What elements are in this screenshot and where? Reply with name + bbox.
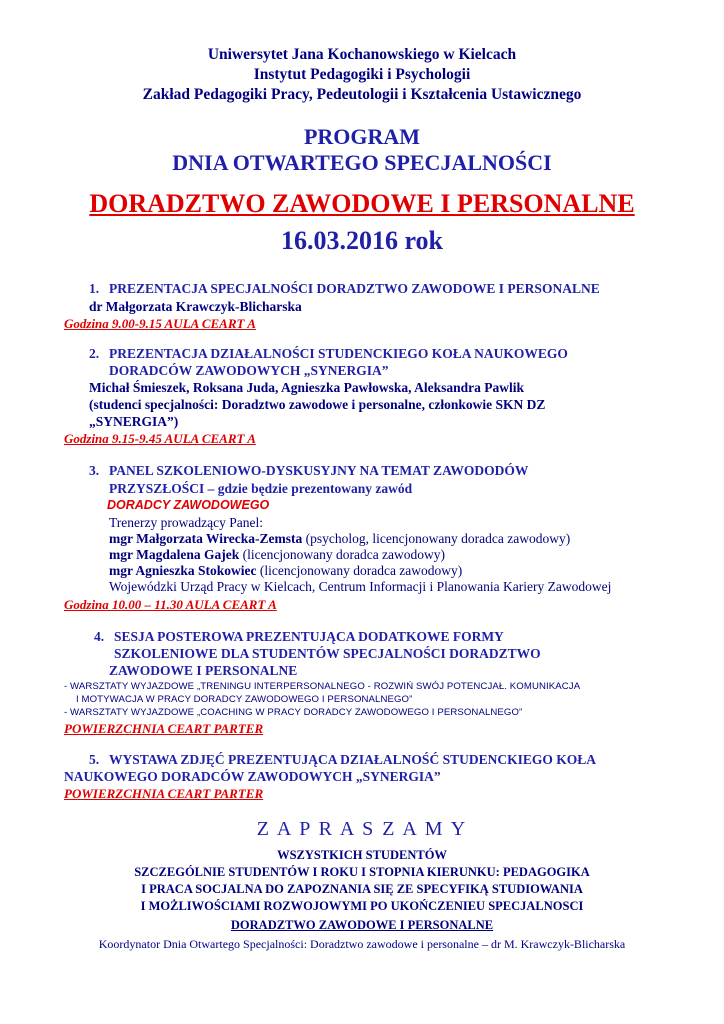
item-5-place: POWIERZCHNIA CEART PARTER: [64, 786, 264, 801]
item-3-title-line1: PANEL SZKOLENIOWO-DYSKUSYJNY NA TEMAT ZAWODODÓW: [109, 463, 529, 478]
item-3-profession: DORADCY ZAWODOWEGO: [107, 498, 270, 512]
item-3-number: 3.: [89, 463, 100, 478]
item-4-place: POWIERZCHNIA CEART PARTER: [64, 721, 264, 736]
workshop-2: - WARSZTATY WYJAZDOWE „COACHING W PRACY DORADCY ZAWODOWEGO I PERSONALNEGO”: [64, 707, 523, 718]
invite-line-5: DORADZTWO ZAWODOWE I PERSONALNE: [230, 918, 494, 932]
item-3-trainers-label: Trenerzy prowadzący Panel:: [109, 515, 263, 530]
invite-word: Z A P R A S Z A M Y: [256, 818, 468, 840]
trainer-row-3: [109, 563, 462, 579]
item-2-people-line3: „SYNERGIA”): [89, 414, 179, 429]
trainer-name: mgr Małgorzata Wirecka-Zemsta: [109, 531, 303, 546]
item-1-title: PREZENTACJA SPECJALNOŚCI DORADZTWO ZAWODOWE I PERSONALNE: [109, 281, 600, 296]
item-4-title-line1: SESJA POSTEROWA PREZENTUJĄCA DODATKOWE FORMY: [114, 629, 504, 644]
trainer-row-1: [109, 531, 570, 547]
specialty-heading: DORADZTWO ZAWODOWE I PERSONALNE: [89, 189, 635, 218]
item-2-people-line1: Michał Śmieszek, Roksana Juda, Agnieszka Pawłowska, Aleksandra Pawlik: [89, 380, 525, 395]
item-3-institution: Wojewódzki Urząd Pracy w Kielcach, Centrum Informacji i Planowania Kariery Zawodowej: [109, 579, 612, 594]
item-4-number: 4.: [94, 629, 105, 644]
item-2-title-line1: PREZENTACJA DZIAŁALNOŚCI STUDENCKIEGO KOŁA NAUKOWEGO: [109, 346, 568, 361]
item-2-title-line2: DORADCÓW ZAWODOWYCH „SYNERGIA”: [109, 363, 389, 378]
invite-line-1: WSZYSTKICH STUDENTÓW: [277, 848, 447, 862]
event-date: 16.03.2016 rok: [280, 226, 444, 255]
workshop-1-line2: I MOTYWACJA W PRACY DORADCY ZAWODOWEGO I PERSONALNEGO”: [76, 694, 413, 705]
item-5-title-line2: NAUKOWEGO DORADCÓW ZAWODOWYCH „SYNERGIA”: [64, 769, 441, 784]
invite-line-3: I PRACA SOCJALNA DO ZAPOZNANIA SIĘ ZE SPECYFIKĄ STUDIOWANIA: [141, 882, 583, 896]
item-3-time: Godzina 10.00 – 11.30 AULA CEART A: [64, 597, 277, 612]
item-5-title-line1: WYSTAWA ZDJĘĆ PREZENTUJĄCA DZIAŁALNOŚĆ STUDENCKIEGO KOŁA: [109, 752, 596, 767]
item-5-number: 5.: [89, 752, 100, 767]
invite-line-2: SZCZEGÓLNIE STUDENTÓW I ROKU I STOPNIA KIERUNKU: PEDAGOGIKA: [134, 865, 590, 879]
university-name: Uniwersytet Jana Kochanowskiego w Kielcach: [207, 46, 517, 63]
coordinator-note: Koordynator Dnia Otwartego Specjalności: Doradztwo zawodowe i personalne – dr M. Krawczyk-Blicharska: [98, 937, 626, 951]
program-subtitle: DNIA OTWARTEGO SPECJALNOŚCI: [172, 150, 552, 175]
trainer-name: mgr Agnieszka Stokowiec: [109, 563, 257, 578]
trainer-desc: (psycholog, licencjonowany doradca zawodowy): [302, 531, 571, 546]
trainer-desc: (licencjonowany doradca zawodowy): [239, 547, 446, 562]
department-name: Zakład Pedagogiki Pracy, Pedeutologii i Kształcenia Ustawicznego: [142, 86, 582, 103]
specialty-heading-wrap: [0, 189, 724, 219]
item-4-title-line3: ZAWODOWE I PERSONALNE: [109, 663, 298, 678]
item-2-number: 2.: [89, 346, 100, 361]
trainer-desc: (licencjonowany doradca zawodowy): [256, 563, 463, 578]
invite-line-4: I MOŻLIWOŚCIAMI ROZWOJOWYMI PO UKOŃCZENIEU SPECJALNOSCI: [140, 899, 584, 913]
workshop-1-line1: - WARSZTATY WYJAZDOWE „TRENINGU INTERPERSONALNEGO - ROZWIŃ SWÓJ POTENCJAŁ. KOMUNIKACJA: [64, 681, 581, 692]
item-1-number: 1.: [89, 281, 100, 296]
institute-name: Instytut Pedagogiki i Psychologii: [253, 66, 471, 83]
item-2-time: Godzina 9.15-9.45 AULA CEART A: [64, 431, 256, 446]
item-3-title-line2: PRZYSZŁOŚCI – gdzie będzie prezentowany zawód: [109, 481, 413, 496]
trainer-row-2: [109, 547, 445, 563]
item-1-time: Godzina 9.00-9.15 AULA CEART A: [64, 316, 256, 331]
trainer-name: mgr Magdalena Gajek: [109, 547, 240, 562]
item-2-people-line2: (studenci specjalności: Doradztwo zawodowe i personalne, członkowie SKN DZ: [89, 397, 546, 412]
invite-line-5-wrap: [0, 916, 724, 934]
item-1-speaker: dr Małgorzata Krawczyk-Blicharska: [89, 299, 302, 314]
program-title: PROGRAM: [303, 124, 421, 149]
item-4-title-line2: SZKOLENIOWE DLA STUDENTÓW SPECJALNOŚCI DORADZTWO: [114, 646, 541, 661]
